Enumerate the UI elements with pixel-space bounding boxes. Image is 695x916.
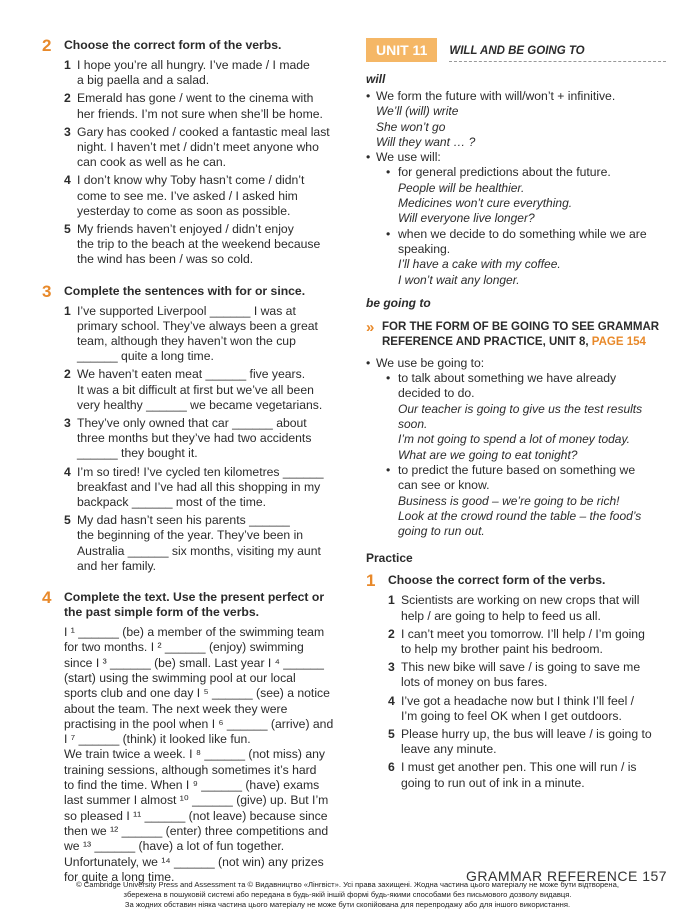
sub-bullet: • when we decide to do something while we are speaking. [366,227,666,258]
example: Our teacher is going to give us the test results soon. [398,401,643,432]
list-item: 5 Please hurry up, the bus will leave / is going to leave any minute. [388,727,652,757]
list-item: 4 I don’t know why Toby hasn’t come / didn’t come to see me. I’ve asked / I asked him yesterday to come as soon as possible. [64,173,305,218]
exercise-title: Complete the text. Use the present perfect or the past simple form of the verbs. [64,590,325,620]
bullet: • We use will: [366,150,666,165]
reference-text: FOR THE FORM OF BE GOING TO SEE GRAMMAR REFERENCE AND PRACTICE, UNIT 8, [382,320,660,348]
example: Will they want … ? [376,134,476,149]
example: I won’t wait any longer. [398,272,520,287]
left-column [42,38,342,897]
exercise-title: Choose the correct form of the verbs. [388,573,606,588]
list-item: 2 I can’t meet you tomorrow. I’ll help / I’m going to help my brother paint his bedroom. [388,626,645,657]
list-item: 3 They’ve only owned that car ______ about three months but they’ve had two accidents ______ they bought it. [64,416,312,461]
list-item: 3 This new bike will save / is going to save me lots of money on bus fares. [388,660,641,690]
list-item: 1 Scientists are working on new crops that will help / are going to help to feed us all. [388,593,640,623]
practice-heading: Practice [366,551,413,566]
list-item: 4 I’m so tired! I’ve cycled ten kilometres ______ breakfast and I’ve had all this shopping in my backpack ______ most of the time. [64,464,324,510]
practice-section [366,551,666,790]
sub-bullet: • to talk about something we have already decided to do. [366,371,666,402]
exercise-title: Complete the sentences with for or since. [64,283,306,298]
exercise-number: 1 [366,571,376,591]
example: Look at the crowd round the table – the food’s going to run out. [398,508,642,539]
will-section [366,72,666,288]
bullet: • We form the future with will/won’t + infinitive. [366,89,666,104]
exercise-number: 3 [42,281,52,301]
unit-title: WILL AND BE GOING TO [449,45,666,62]
list-item: 3 Gary has cooked / cooked a fantastic meal last night. I haven’t met / didn’t meet anyone who can cook as well as he can. [64,124,330,170]
unit-tag: UNIT 11 [366,38,437,62]
example: She won’t go [376,119,446,134]
list-item: 5 My dad hasn’t seen his parents ______ the beginning of the year. They’ve been in Australia ______ six months, visiting my aunt and her family. [64,513,321,573]
example: I’ll have a cake with my coffee. [398,257,561,272]
exercise-items [64,58,342,268]
list-item: 6 I must get another pen. This one will run / is going to run out of ink in a minute. [388,760,637,790]
exercise-items [388,593,666,790]
section-heading: be going to [366,295,431,310]
list-item: 1 I’ve supported Liverpool ______ I was at primary school. They’ve always been a great team, although they haven’t won the cup ______ quite a long time. [64,303,318,364]
double-chevron-icon: » [366,318,375,336]
section-heading: will [366,72,386,86]
cross-reference [366,320,666,350]
exercise-2 [42,38,342,268]
going-to-section [366,296,666,540]
right-column [366,38,666,794]
example: What are we going to eat tonight? [398,447,578,462]
exercise-title: Choose the correct form of the verbs. [64,38,282,52]
copyright-notice: © Cambridge University Press and Assessment та © Видавництво «Лінгвіст». Усі права захищені. Жодна частина цього матеріалу не може бути відтворена, збережена в пошуковій системі або передана в будь-якій іншій формі будь-якими способами без письмового дозволу видавця. За жодних обставин ніяка частина цього матеріалу не може бути скопійована для перепродажу або для іншого використання. [76,880,619,909]
example: I’m not going to spend a lot of money today. [398,432,630,447]
example: We’ll (will) write [376,104,459,119]
exercise-3 [42,281,342,574]
list-item: 5 My friends haven’t enjoyed / didn’t enjoy the trip to the beach at the weekend because the wind has been / was so cold. [64,222,321,267]
list-item: 1 I hope you’re all hungry. I’ve made / I made a big paella and a salad. [64,58,310,88]
example: Medicines won’t cure everything. [398,196,573,211]
sub-bullet: • to predict the future based on something we can see or know. [366,463,666,494]
bullet: • We use be going to: [366,356,666,371]
example: Will everyone live longer? [398,211,535,226]
gap-fill-text: I ¹ ______ (be) a member of the swimming team for two months. I ² ______ (enjoy) swimming since I ³ ______ (be) small. Last year I ⁴ ______ (start) using the swimming pool at our local sports club and one day I ⁵ ______ (see) a notice about the team. The next week they were practising in the pool when I ⁶ ______ (arrive) and I ⁷ ______ (think) it looked like fun. We train twice a week. I ⁸ ______ (not miss) any training sessions, although sometimes it’s hard to find the time. When I ⁹ ______ (have) exams last summer I almost ¹⁰ ______ (give) up. But I’m so pleased I ¹¹ ______ (not leave) because since then we ¹² ______ (enter) three competitions and we ¹³ ______ (have) a lot of fun together. Unfortunately, we ¹⁴ ______ (not win) any prizes for quite a long time. [64,625,334,884]
page-link[interactable]: PAGE 154 [591,335,646,348]
list-item: 2 Emerald has gone / went to the cinema with her friends. I’m not sure when she’ll be home. [64,91,323,121]
unit-header [366,38,666,62]
sub-bullet: • for general predictions about the future. [366,165,666,180]
exercise-number: 2 [42,36,52,55]
example: People will be healthier. [398,180,525,195]
exercise-items [64,304,342,574]
list-item: 4 I’ve got a headache now but I think I’ll feel / I’m going to feel OK when I get outdoors. [388,693,635,723]
list-item: 2 We haven’t eaten meat ______ five years. It was a bit difficult at first but we’ve all been very healthy ______ we became vegetarians. [64,367,323,412]
page-footer-brand: GRAMMAR REFERENCE 157 [466,868,668,884]
example: Business is good – we’re going to be rich! [398,493,620,508]
exercise-number: 4 [42,588,52,608]
exercise-4 [42,590,342,885]
